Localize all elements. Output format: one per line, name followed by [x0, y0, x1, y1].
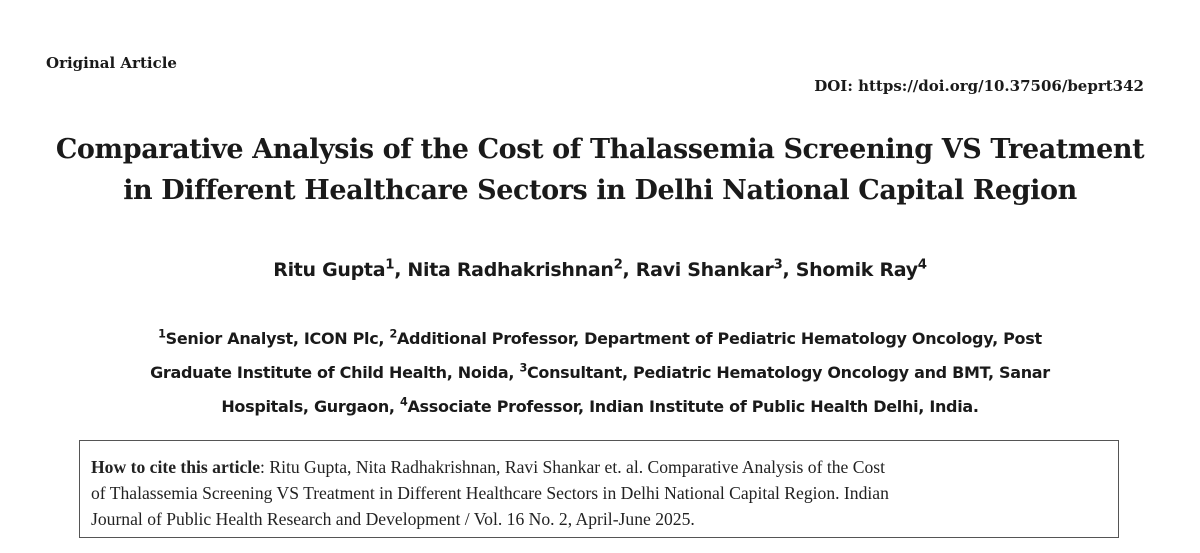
- affiliation-text: Consultant, Pediatric Hematology Oncology and BMT, Sanar: [526, 363, 1050, 382]
- title-line-2: in Different Healthcare Sectors in Delhi National Capital Region: [123, 175, 1077, 206]
- affiliation-marker: 4: [917, 257, 927, 273]
- citation-line-1: [91, 454, 1104, 480]
- affiliation-number: 3: [519, 361, 527, 375]
- title-line-1: Comparative Analysis of the Cost of Thalassemia Screening VS Treatment: [55, 134, 1145, 165]
- affiliation-text: Hospitals, Gurgaon,: [221, 397, 400, 416]
- affiliation-number: 4: [399, 395, 408, 409]
- author-name: Ravi Shankar: [635, 259, 774, 281]
- article-type-label: Original Article: [46, 54, 177, 72]
- citation-line-2: of Thalassemia Screening VS Treatment in Different Healthcare Sectors in Delhi National Capital Region. Indian: [91, 483, 889, 503]
- affiliation-text: Graduate Institute of Child Health, Noida,: [150, 363, 520, 382]
- affiliation-line-2: [0, 356, 1200, 390]
- affiliation-number: 2: [389, 327, 397, 341]
- citation-box: [79, 440, 1119, 538]
- affiliation-marker: 1: [385, 257, 395, 273]
- citation-line-3: Journal of Public Health Research and Development / Vol. 16 No. 2, April-June 2025.: [91, 509, 695, 529]
- author-separator: ,: [782, 259, 796, 281]
- author-list: [0, 256, 1200, 284]
- affiliation-text: Additional Professor, Department of Pediatric Hematology Oncology, Post: [396, 329, 1042, 348]
- author-separator: ,: [622, 259, 636, 281]
- citation-text: : Ritu Gupta, Nita Radhakrishnan, Ravi Shankar et. al. Comparative Analysis of the Cost: [260, 457, 886, 477]
- author-separator: ,: [394, 259, 408, 281]
- affiliation-text: Associate Professor, Indian Institute of Public Health Delhi, India.: [407, 397, 979, 416]
- author-name: Nita Radhakrishnan: [407, 259, 614, 281]
- article-title: [0, 129, 1200, 211]
- author-name: Shomik Ray: [795, 259, 918, 281]
- affiliation-marker: 2: [613, 257, 623, 273]
- affiliation-number: 1: [158, 327, 166, 341]
- affiliation-line-1: [0, 322, 1200, 356]
- affiliation-text: Senior Analyst, ICON Plc,: [165, 329, 390, 348]
- affiliation-line-3: [0, 390, 1200, 424]
- affiliations: [0, 322, 1200, 424]
- author-name: Ritu Gupta: [273, 259, 386, 281]
- doi-link[interactable]: DOI: https://doi.org/10.37506/beprt342: [814, 77, 1144, 95]
- citation-label: How to cite this article: [91, 457, 261, 477]
- affiliation-marker: 3: [773, 257, 783, 273]
